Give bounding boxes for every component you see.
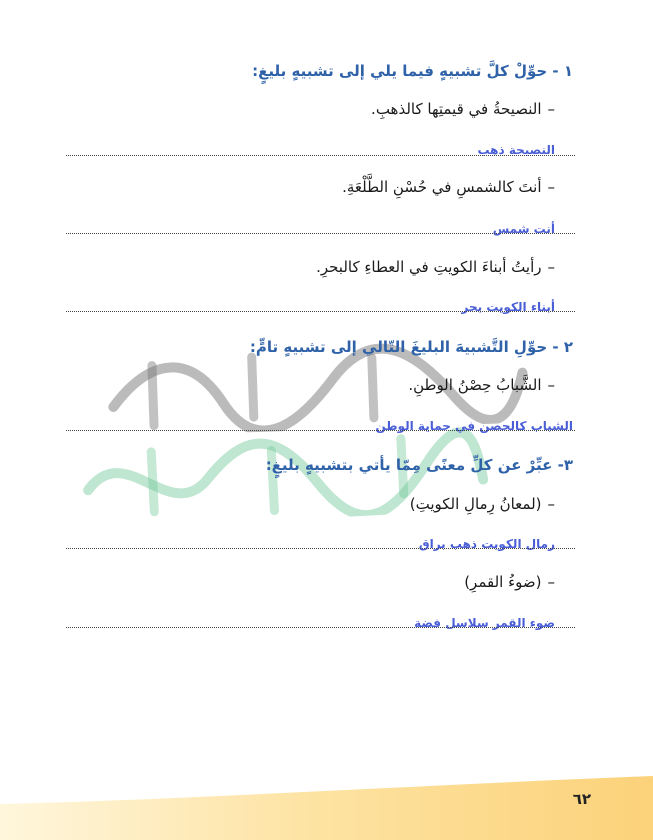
sentence-text: أنتَ كالشمسِ في حُسْنِ الطَّلْعَةِ.: [342, 178, 542, 196]
answer-1-2: أنت شمس: [492, 222, 555, 236]
watermark-green: [71, 419, 496, 546]
bullet-dash: –: [547, 573, 555, 591]
exercise-2-heading: ٢ - حوِّلِ التَّشبيهَ البليغَ التّالي إلى تشبيهٍ تامٍّ:: [249, 338, 573, 356]
answer-line[interactable]: [66, 627, 575, 628]
bullet-dash: –: [547, 258, 555, 276]
exercise-3-item-2: [464, 573, 555, 591]
answer-line[interactable]: [66, 311, 575, 312]
bullet-dash: –: [547, 495, 555, 513]
footer-band: [0, 770, 653, 840]
answer-2-1: الشباب كالحصن في حماية الوطن: [375, 419, 573, 433]
sentence-text: النصيحةُ في قيمتِها كالذهبِ.: [371, 100, 542, 118]
answer-line[interactable]: [66, 548, 575, 549]
exercise-3-heading: ٣- عبِّرْ عن كلِّ معنًى مِمّا يأتي بتشبيهٍ بليغٍ:: [265, 456, 573, 474]
answer-1-3: أبناء الكويت بحر: [461, 300, 555, 314]
sentence-text: رأيتُ أبناءَ الكويتِ في العطاءِ كالبحرِ.: [316, 258, 542, 276]
answer-line[interactable]: [66, 155, 575, 156]
bullet-dash: –: [547, 100, 555, 118]
page-number: ٦٢: [572, 790, 591, 808]
exercise-1-item-1: [371, 100, 555, 118]
answer-1-1: النصيحة ذهب: [477, 143, 555, 157]
exercise-1-item-2: [342, 178, 555, 196]
bullet-dash: –: [547, 178, 555, 196]
answer-line[interactable]: [66, 233, 575, 234]
exercise-1-item-3: [316, 258, 555, 276]
sentence-text: (لمعانُ رِمالِ الكويتِ): [409, 495, 542, 513]
exercise-3-item-1: [410, 495, 555, 513]
bullet-dash: –: [547, 376, 555, 394]
answer-3-1: رمال الكويت ذهب براق: [418, 537, 555, 551]
exercise-2-item-1: [408, 376, 555, 394]
sentence-text: (ضوءُ القمرِ): [464, 573, 542, 591]
answer-3-2: ضوء القمر سلاسل فضة: [414, 616, 555, 630]
exercise-1-heading: ١ - حوِّلْ كلَّ تشبيهٍ فيما يلي إلى تشبيهٍ بليغٍ:: [252, 62, 573, 80]
answer-line[interactable]: [66, 430, 575, 431]
sentence-text: الشَّبابُ حِصْنُ الوطنِ.: [408, 376, 542, 394]
